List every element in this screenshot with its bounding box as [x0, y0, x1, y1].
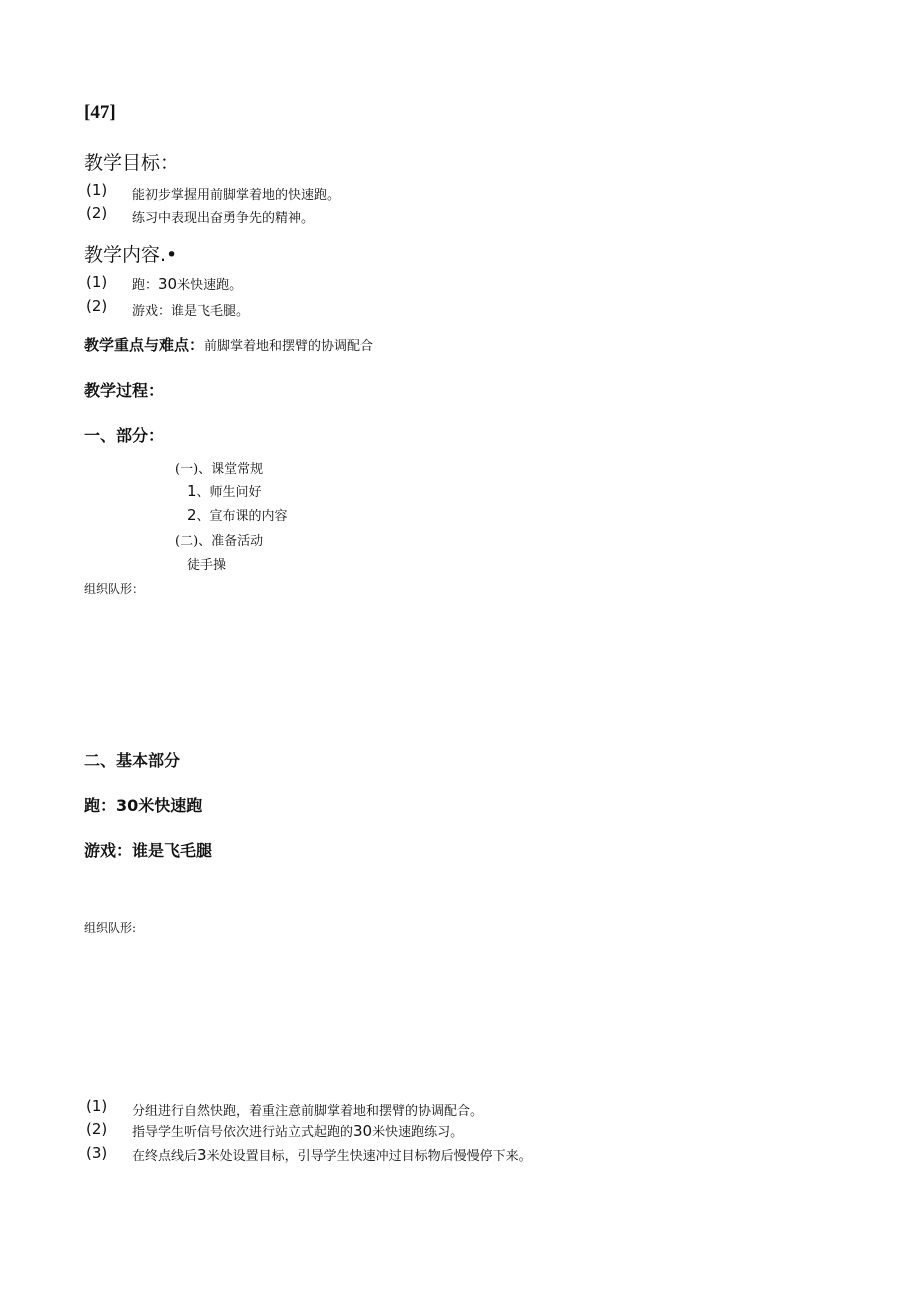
- step-2-post: 米快速跑练习。: [372, 1125, 464, 1140]
- step-3-pre: 在终点线后: [132, 1149, 198, 1164]
- content-1-pre: 跑：: [132, 278, 159, 293]
- key-points-text: 前脚掌着地和摆臂的协调配合: [204, 339, 374, 354]
- objectives-heading: 教学目标：: [84, 152, 180, 174]
- objective-2-number: (2): [86, 204, 108, 222]
- part1-sub2: (二)、准备活动: [175, 534, 264, 549]
- step-2-number: (2): [86, 1120, 108, 1138]
- content-2-number: (2): [86, 297, 108, 315]
- process-heading: 教学过程：: [84, 381, 165, 400]
- part2-heading: 二、基本部分: [84, 751, 181, 770]
- part1-sub1-item-1-text: 、师生问好: [196, 485, 262, 500]
- content-1-number: (1): [86, 273, 108, 291]
- objective-1-number: (1): [86, 181, 108, 199]
- lesson-number: [47]: [84, 102, 116, 123]
- part2-run: 跑：30米快速跑: [84, 796, 203, 815]
- part1-heading: 一、部分：: [84, 426, 165, 445]
- key-points-label: 教学重点与难点：: [84, 336, 205, 354]
- content-1-post: 米快速跑。: [177, 278, 243, 293]
- content-2-text: 游戏：谁是飞毛腿。: [132, 304, 250, 319]
- step-3-post: 米处设置目标，引导学生快速冲过目标物后慢慢停下来。: [206, 1149, 532, 1164]
- part1-sub1-item-2-num: 2: [187, 506, 197, 524]
- part1-sub1-item-2-text: 、宣布课的内容: [196, 509, 288, 524]
- step-2-pre: 指导学生听信号依次进行站立式起跑的: [132, 1125, 354, 1140]
- step-1-text: 分组进行自然快跑，着重注意前脚掌着地和摆臂的协调配合。: [132, 1104, 484, 1119]
- step-3-text: [132, 1145, 532, 1164]
- part1-sub1-item-1-num: 1: [187, 482, 197, 500]
- part2-formation-label: 组织队形:: [84, 921, 137, 935]
- part2-game: 游戏：谁是飞毛腿: [84, 841, 213, 860]
- content-heading: 教学内容.•: [84, 244, 178, 266]
- objective-1-text: 能初步掌握用前脚掌着地的快速跑。: [132, 188, 341, 203]
- part1-sub1: (一)、课堂常规: [175, 462, 264, 477]
- key-points: [84, 334, 373, 355]
- part1-sub2-item: 徒手操: [187, 558, 227, 573]
- part1-sub1-item-2: [187, 505, 288, 524]
- content-1-text: [132, 274, 242, 293]
- part1-sub1-item-1: [187, 481, 262, 500]
- step-3-value: 3: [197, 1146, 207, 1164]
- part1-formation-label: 组织队形：: [84, 582, 145, 596]
- objective-2-text: 练习中表现出奋勇争先的精神。: [132, 211, 315, 226]
- content-1-value: 30: [158, 275, 178, 293]
- step-1-number: (1): [86, 1097, 108, 1115]
- step-3-number: (3): [86, 1144, 108, 1162]
- step-2-text: [132, 1121, 463, 1140]
- step-2-value: 30: [353, 1122, 373, 1140]
